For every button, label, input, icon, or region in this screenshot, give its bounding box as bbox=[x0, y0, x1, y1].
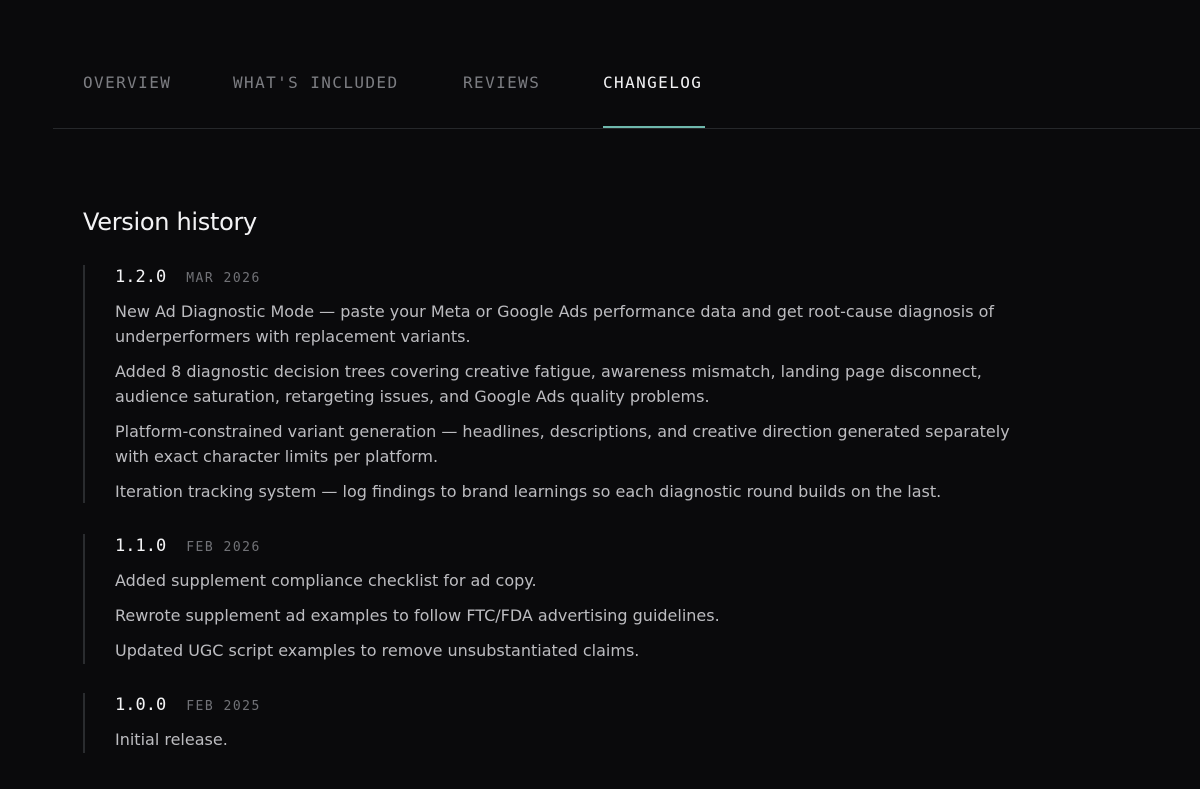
release-note: Added supplement compliance checklist for ad copy. bbox=[115, 571, 537, 590]
release-date: MAR 2026 bbox=[186, 271, 261, 286]
release-header bbox=[115, 265, 1043, 289]
tab-overview[interactable]: OVERVIEW bbox=[83, 73, 172, 92]
tab-reviews[interactable]: REVIEWS bbox=[463, 73, 541, 92]
release-notes bbox=[115, 299, 1043, 504]
release-note: Initial release. bbox=[115, 730, 228, 749]
release-note: Iteration tracking system — log findings to brand learnings so each diagnostic round builds on the last. bbox=[115, 482, 942, 501]
tab-changelog[interactable]: CHANGELOG bbox=[603, 73, 705, 128]
release-1-0-0 bbox=[83, 693, 1043, 753]
release-note: Rewrote supplement ad examples to follow FTC/FDA advertising guidelines. bbox=[115, 606, 720, 625]
release-version: 1.2.0 bbox=[115, 267, 167, 287]
release-1-1-0 bbox=[83, 534, 1043, 664]
release-header bbox=[115, 534, 1043, 558]
release-notes bbox=[115, 727, 1043, 752]
release-note: New Ad Diagnostic Mode — paste your Meta or Google Ads performance data and get root-cause diagnosis of underperformers with replacement variants. bbox=[115, 302, 995, 346]
tab-whats-included[interactable]: WHAT'S INCLUDED bbox=[233, 73, 399, 92]
release-version: 1.0.0 bbox=[115, 695, 167, 715]
release-notes bbox=[115, 568, 1043, 663]
page-title: Version history bbox=[83, 208, 257, 237]
tab-bar bbox=[53, 0, 1200, 129]
release-note: Platform-constrained variant generation — headlines, descriptions, and creative direction generated separately with exact character limits per platform. bbox=[115, 422, 1010, 466]
release-date: FEB 2025 bbox=[186, 699, 261, 714]
release-header bbox=[115, 693, 1043, 717]
release-note: Added 8 diagnostic decision trees covering creative fatigue, awareness mismatch, landing page disconnect, audience saturation, retargeting issues, and Google Ads quality problems. bbox=[115, 362, 982, 406]
release-date: FEB 2026 bbox=[186, 540, 261, 555]
release-version: 1.1.0 bbox=[115, 536, 167, 556]
release-1-2-0 bbox=[83, 265, 1043, 503]
release-note: Updated UGC script examples to remove unsubstantiated claims. bbox=[115, 641, 640, 660]
